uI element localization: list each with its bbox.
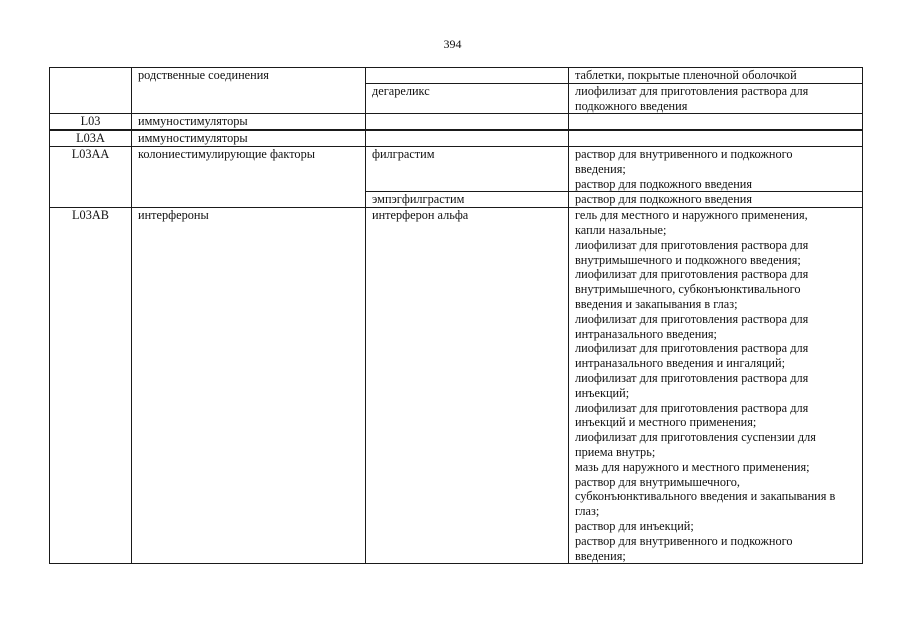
dosage-form-line: таблетки, покрытые пленочной оболочкой	[575, 68, 797, 82]
group-name: родственные соединения	[138, 68, 269, 82]
dosage-forms-cell	[569, 146, 863, 191]
drug-name-cell	[366, 68, 569, 84]
dosage-forms-cell	[569, 192, 863, 208]
dosage-form-line: интраназального введения;	[575, 326, 717, 341]
group-name-cell	[132, 68, 366, 114]
dosage-forms-cell	[569, 208, 863, 564]
dosage-form-line: субконъюнктивального введения и закапывания в	[575, 489, 836, 504]
dosage-form-line: приема внутрь;	[575, 444, 656, 459]
dosage-form-line: раствор для инъекций;	[575, 518, 694, 533]
dosage-form-line: введения;	[575, 548, 626, 563]
group-name: колониестимулирующие факторы	[138, 146, 315, 161]
dosage-form-line: лиофилизат для приготовления раствора для	[575, 267, 809, 282]
dosage-form-line: введения и закапывания в глаз;	[575, 296, 738, 311]
dosage-form-line: раствор для подкожного введения	[575, 176, 753, 191]
atc-code-cell	[50, 208, 132, 564]
dosage-form-line: внутримышечного и подкожного введения;	[575, 252, 801, 267]
group-name: иммуностимуляторы	[138, 131, 248, 146]
atc-code-cell	[50, 68, 132, 114]
dosage-form-line: раствор для внутривенного и подкожного	[575, 146, 793, 161]
dosage-form-line: лиофилизат для приготовления раствора для	[575, 83, 809, 98]
dosage-form-line: лиофилизат для приготовления суспензии для	[575, 430, 816, 445]
drug-name: эмпэгфилграстим	[372, 192, 465, 207]
dosage-form-line: лиофилизат для приготовления раствора для	[575, 400, 809, 415]
dosage-form-line: капли назальные;	[575, 222, 667, 237]
table-row	[50, 146, 863, 191]
dosage-form-line: подкожного введения	[575, 98, 688, 113]
drug-name-cell	[366, 114, 569, 130]
drug-name: филграстим	[372, 146, 435, 161]
dosage-form-line: введения;	[575, 161, 626, 176]
dosage-form-line: раствор для внутривенного и подкожного	[575, 533, 793, 548]
group-name-cell	[132, 208, 366, 564]
dosage-form-line: мазь для наружного и местного применения;	[575, 459, 810, 474]
atc-code-cell	[50, 130, 132, 146]
dosage-form-line: инъекций;	[575, 385, 630, 400]
dosage-forms-cell	[569, 83, 863, 114]
dosage-form-line: раствор для подкожного введения	[575, 192, 753, 207]
dosage-form-line: раствор для внутримышечного,	[575, 474, 740, 489]
dosage-form-line: внутримышечного, субконъюнктивального	[575, 282, 801, 297]
drug-name-cell	[366, 130, 569, 146]
page-number: 394	[443, 37, 462, 51]
dosage-forms-cell	[569, 68, 863, 84]
dosage-form-line: гель для местного и наружного применения,	[575, 208, 808, 223]
dosage-form-line: инъекций и местного применения;	[575, 415, 757, 430]
dosage-form-line: лиофилизат для приготовления раствора для	[575, 237, 809, 252]
table-row	[50, 208, 863, 564]
group-name-cell	[132, 146, 366, 207]
atc-code: L03A	[76, 131, 105, 146]
atc-code-cell	[50, 146, 132, 207]
group-name-cell	[132, 130, 366, 146]
atc-code: L03	[80, 114, 101, 129]
drug-name: интерферон альфа	[372, 208, 469, 223]
drug-name-cell	[366, 146, 569, 191]
group-name: иммуностимуляторы	[138, 114, 248, 129]
atc-code: L03AA	[71, 146, 110, 161]
atc-code-cell	[50, 114, 132, 130]
table-row	[50, 114, 863, 130]
group-name: интерфероны	[138, 208, 209, 223]
drug-name-cell	[366, 208, 569, 564]
group-name-cell	[132, 114, 366, 130]
drug-name: дегареликс	[372, 83, 430, 98]
dosage-form-line: лиофилизат для приготовления раствора для	[575, 311, 809, 326]
atc-code: L03AB	[72, 208, 109, 223]
table-row	[50, 130, 863, 146]
table-row	[50, 68, 863, 84]
dosage-form-line: лиофилизат для приготовления раствора для	[575, 370, 809, 385]
drug-name-cell	[366, 83, 569, 114]
dosage-form-line: интраназального введения и ингаляций;	[575, 356, 786, 371]
drug-name-cell	[366, 192, 569, 208]
dosage-form-line: глаз;	[575, 504, 600, 519]
dosage-form-line: лиофилизат для приготовления раствора для	[575, 341, 809, 356]
dosage-forms-cell	[569, 130, 863, 146]
drug-table	[49, 67, 863, 564]
dosage-forms-cell	[569, 114, 863, 130]
